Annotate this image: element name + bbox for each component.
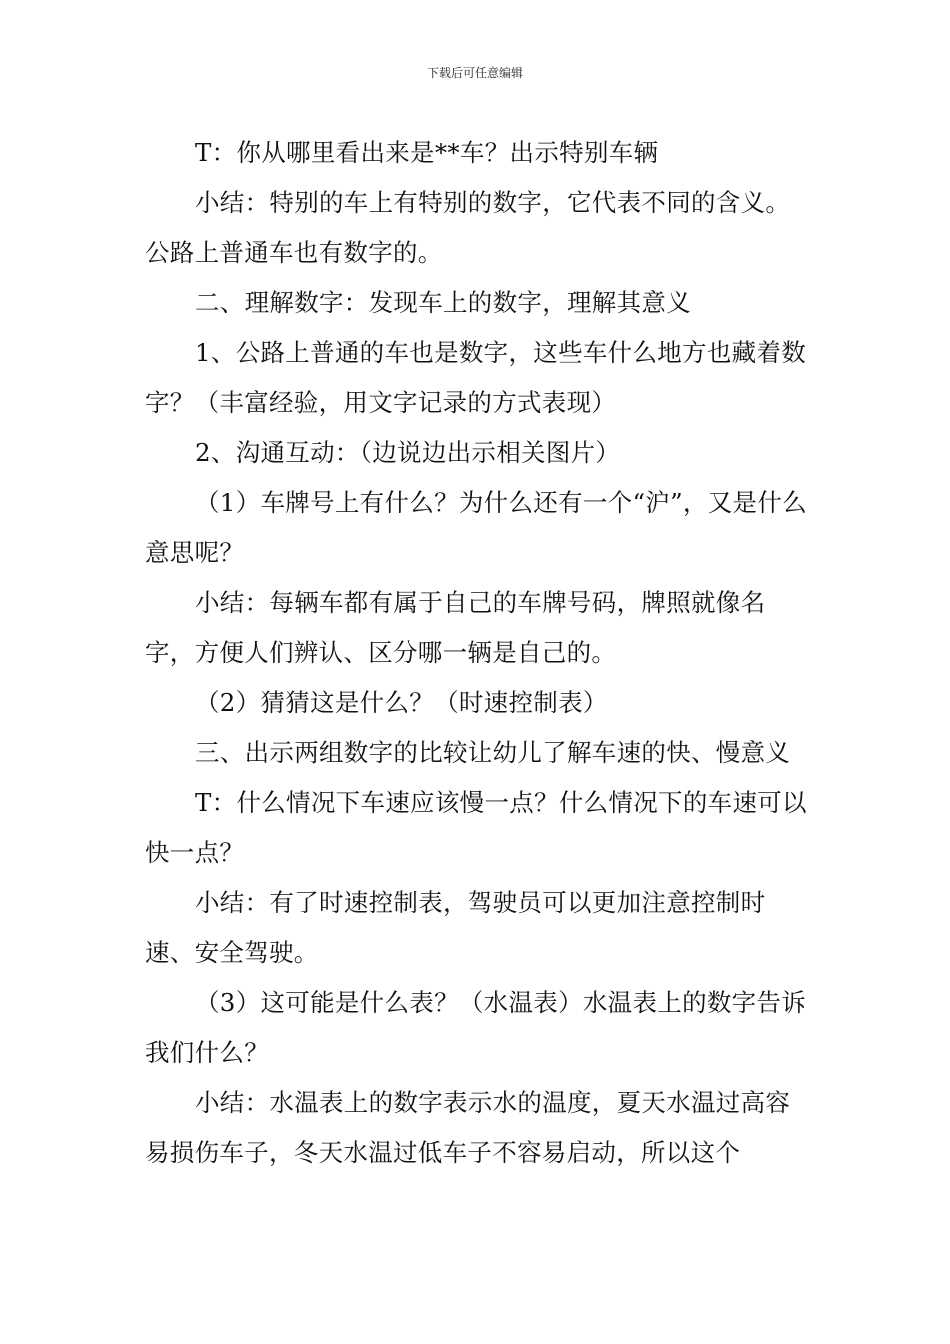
- paragraph: 小结：特别的车上有特别的数字，它代表不同的含义。公路上普通车也有数字的。: [145, 188, 791, 267]
- paragraph: T：你从哪里看出来是**车？出示特别车辆: [195, 138, 659, 167]
- paragraph: 2、沟通互动：（边说边出示相关图片）: [195, 438, 621, 467]
- paragraph: 二、理解数字：发现车上的数字，理解其意义: [195, 288, 691, 317]
- paragraph: （3）这可能是什么表？（水温表）水温表上的数字告诉我们什么？: [145, 988, 807, 1067]
- paragraph: 1、公路上普通的车也是数字，这些车什么地方也藏着数字？（丰富经验，用文字记录的方式表现）: [145, 338, 807, 417]
- paragraph: 小结：有了时速控制表，驾驶员可以更加注意控制时速、安全驾驶。: [145, 888, 766, 967]
- page-header: 下载后可任意编辑: [426, 66, 523, 80]
- paragraph: （1）车牌号上有什么？为什么还有一个“沪”，又是什么意思呢？: [145, 488, 807, 567]
- document-body: [145, 128, 807, 1178]
- paragraph: 三、出示两组数字的比较让幼儿了解车速的快、慢意义: [195, 738, 791, 767]
- paragraph: 小结：每辆车都有属于自己的车牌号码，牌照就像名字，方便人们辨认、区分哪一辆是自己的。: [145, 588, 766, 667]
- paragraph: 小结：水温表上的数字表示水的温度，夏天水温过高容易损伤车子，冬天水温过低车子不容易启动，所以这个: [145, 1088, 791, 1167]
- paragraph: T：什么情况下车速应该慢一点？什么情况下的车速可以快一点？: [145, 788, 807, 867]
- paragraph: （2）猜猜这是什么？（时速控制表）: [195, 688, 608, 717]
